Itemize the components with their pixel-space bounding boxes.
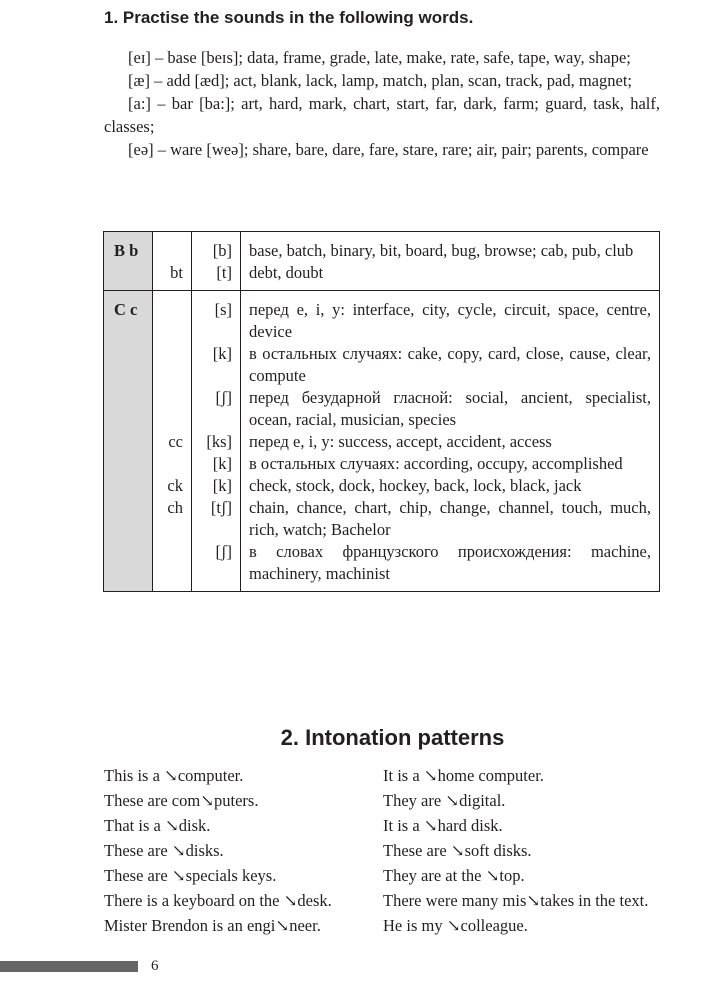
intonation-line: These are ↘disks. <box>104 841 224 860</box>
combination-cell <box>153 291 192 344</box>
intonation-line: These are com↘puters. <box>104 791 259 810</box>
combination-cell <box>153 541 192 592</box>
intonation-line: They are ↘digital. <box>383 791 506 810</box>
intonation-line: These are ↘soft disks. <box>383 841 532 860</box>
examples-cell: перед e, i, y: success, accept, accident, access <box>249 432 552 451</box>
examples-cell: debt, doubt <box>249 263 324 282</box>
sounds-list <box>104 46 660 161</box>
sound-cell: [ʃ] <box>192 387 241 431</box>
intonation-line: He is my ↘colleague. <box>383 916 528 935</box>
examples-cell: в остальных случаях: cake, copy, card, close, cause, clear, compute <box>249 344 651 385</box>
section-title: 2. Intonation patterns <box>280 725 505 750</box>
intonation-line: This is a ↘computer. <box>104 766 244 785</box>
intonation-line: They are at the ↘top. <box>383 866 525 885</box>
combination-cell: ck <box>153 475 192 497</box>
sound-cell: [k] <box>192 475 241 497</box>
exercise-title: 1. Practise the sounds in the following words. <box>104 8 474 27</box>
sound-line: [a:] – bar [ba:]; art, hard, mark, chart, start, far, dark, farm; guard, task, half, classes; <box>104 94 660 136</box>
sound-line: [æ] – add [æd]; act, blank, lack, lamp, match, plan, scan, track, pad, magnet; <box>128 71 632 90</box>
sound-cell: [ʃ] <box>192 541 241 592</box>
sound-cell: [b] <box>192 232 241 263</box>
reading-rules-table <box>103 231 660 592</box>
letter-cell: B b <box>104 232 153 291</box>
sound-cell: [s] <box>192 291 241 344</box>
intonation-line: That is a ↘disk. <box>104 816 211 835</box>
intonation-line: There were many mis↘takes in the text. <box>383 891 649 910</box>
sound-cell: [k] <box>192 453 241 475</box>
combination-cell <box>153 387 192 431</box>
page-number: 6 <box>151 958 159 974</box>
intonation-line: There is a keyboard on the ↘desk. <box>104 891 332 910</box>
sound-line: [eə] – ware [weə]; share, bare, dare, fare, stare, rare; air, pair; parents, compare <box>128 140 649 159</box>
intonation-line: Mister Brendon is an engi↘neer. <box>104 916 321 935</box>
examples-cell: chain, chance, chart, chip, change, channel, touch, much, rich, watch; Bachelor <box>249 498 651 539</box>
intonation-line: It is a ↘home computer. <box>383 766 544 785</box>
sound-cell: [ks] <box>192 431 241 453</box>
intonation-line: It is a ↘hard disk. <box>383 816 503 835</box>
sound-cell: [tʃ] <box>192 497 241 541</box>
combination-cell <box>153 453 192 475</box>
examples-cell: перед e, i, y: interface, city, cycle, circuit, space, centre, device <box>241 291 660 344</box>
examples-cell: check, stock, dock, hockey, back, lock, black, jack <box>249 476 582 495</box>
intonation-line: These are ↘specials keys. <box>104 866 277 885</box>
sound-line: [eɪ] – base [beɪs]; data, frame, grade, late, make, rate, safe, tape, way, shape; <box>128 48 631 67</box>
examples-cell: в словах французского происхождения: machine, machinery, machinist <box>249 542 651 583</box>
intonation-left-column <box>104 763 374 938</box>
sound-cell: [t] <box>192 262 241 291</box>
sound-cell: [k] <box>192 343 241 387</box>
combination-cell: bt <box>153 262 192 291</box>
combination-cell: ch <box>153 497 192 541</box>
examples-cell: в остальных случаях: according, occupy, accomplished <box>249 454 623 473</box>
examples-cell: base, batch, binary, bit, board, bug, browse; cab, pub, club <box>241 232 660 263</box>
intonation-right-column <box>383 763 683 938</box>
combination-cell <box>153 343 192 387</box>
combination-cell <box>153 232 192 263</box>
footer-bar <box>0 961 138 972</box>
combination-cell: cc <box>153 431 192 453</box>
examples-cell: перед безударной гласной: social, ancient, specialist, ocean, racial, musician, species <box>249 388 651 429</box>
letter-cell: C c <box>104 291 153 592</box>
